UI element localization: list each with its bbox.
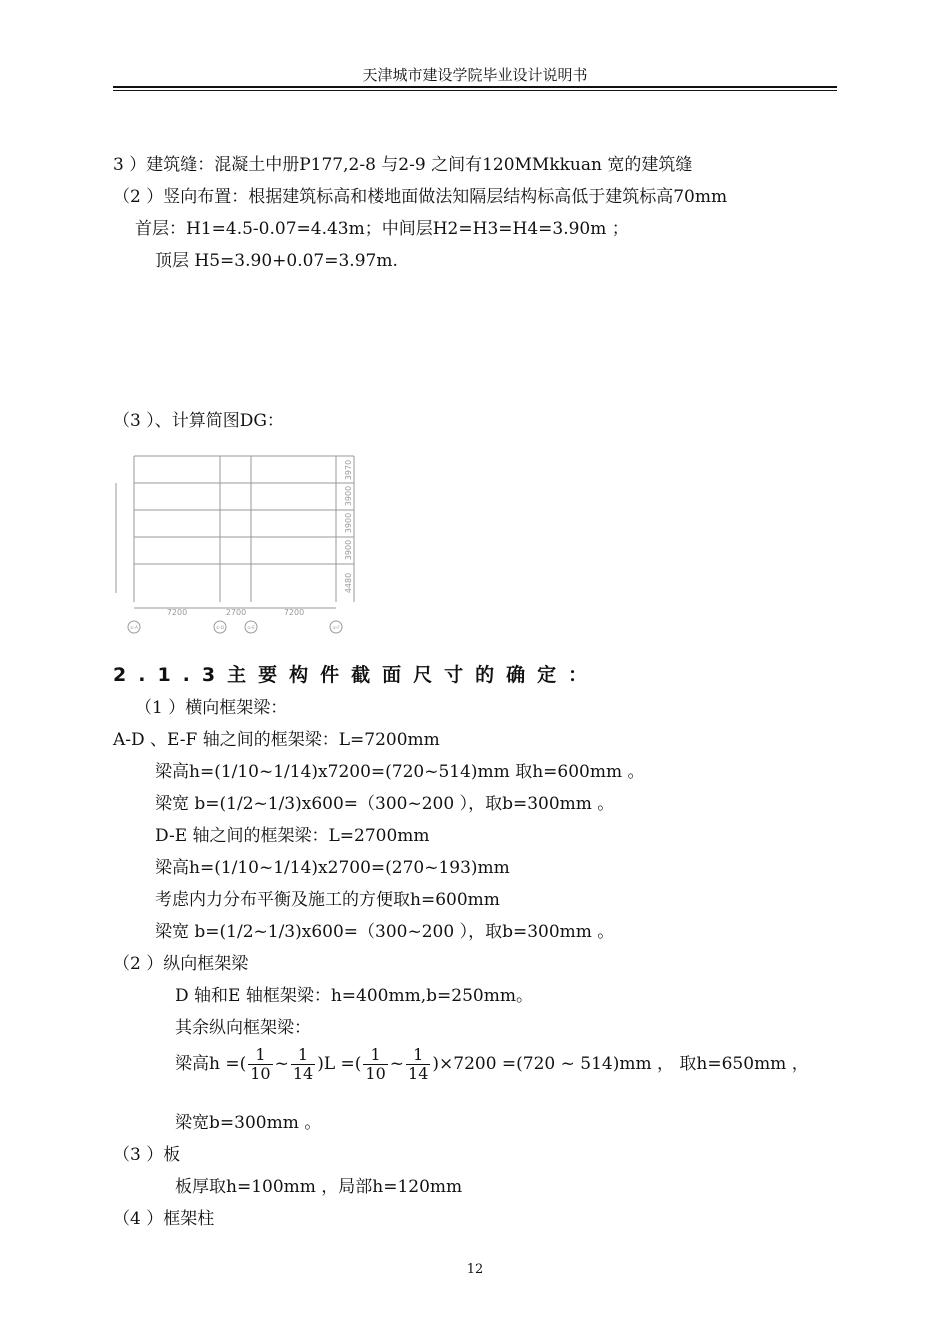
text-line-vertical-layout: （2 ）竖向布置：根据建筑标高和楼地面做法知隔层结构标高低于建筑标高70mm xyxy=(113,187,728,207)
axis-label: ①-F xyxy=(332,625,340,630)
span-label: 7200 xyxy=(283,608,305,617)
axis-label: ①-E xyxy=(247,625,255,630)
text-line-beam-height-2700: 梁高h=(1/10~1/14)x2700=(270~193)mm xyxy=(155,858,510,878)
text-line-force-balance: 考虑内力分布平衡及施工的方便取h=600mm xyxy=(155,890,500,910)
formula-prefix: 梁高h =( xyxy=(175,1054,247,1074)
span-label: 7200 xyxy=(166,608,188,617)
text-line-de-beam: D-E 轴之间的框架梁：L=2700mm xyxy=(155,826,430,846)
height-labels xyxy=(344,460,353,593)
text-line-slab-thickness: 板厚取h=100mm ，局部h=120mm xyxy=(175,1177,463,1197)
section-heading: 2.1.3主要构件截面尺寸的确定： xyxy=(113,664,600,686)
span-labels xyxy=(167,608,304,617)
fraction: $\frac{1}{14}$ xyxy=(292,1045,314,1083)
text-line-first-floor: 首层：H1=4.5-0.07=4.43m；中间层H2=H3=H4=3.90m ； xyxy=(135,219,629,239)
text-line-calc-diagram: （3 ）、计算简图DG： xyxy=(113,411,284,431)
formula-beam-height xyxy=(175,1046,809,1083)
fraction: $\frac{1}{10}$ xyxy=(365,1045,386,1083)
text-line-d-e-axis-beam: D 轴和E 轴框架梁：h=400mm,b=250mm。 xyxy=(175,986,533,1006)
height-label: 4480 xyxy=(344,572,353,594)
axis-markers xyxy=(128,621,342,633)
page-number: 12 xyxy=(466,1262,484,1277)
height-label: 3900 xyxy=(344,512,353,534)
page-header-title: 天津城市建设学院毕业设计说明书 xyxy=(362,66,588,84)
formula-mid: )L =( xyxy=(317,1054,362,1074)
height-label: 3900 xyxy=(344,485,353,507)
formula-tilde: ~ xyxy=(389,1054,405,1074)
text-line-beam-width-2: 梁宽 b=(1/2~1/3)x600=（300~200 ），取b=300mm 。 xyxy=(155,922,615,942)
text-line-slab: （3 ）板 xyxy=(113,1145,181,1165)
header-rule-thick xyxy=(113,86,837,88)
height-label: 3900 xyxy=(344,539,353,561)
text-line-frame-column: （4 ）框架柱 xyxy=(113,1209,215,1229)
formula-tilde: ~ xyxy=(274,1054,289,1074)
frame-grid xyxy=(116,456,354,608)
text-line-beam-width-300: 梁宽b=300mm 。 xyxy=(175,1113,322,1133)
text-line-top-floor: 顶层 H5=3.90+0.07=3.97m. xyxy=(155,251,398,271)
axis-labels xyxy=(130,625,340,630)
text-line-beam-width-1: 梁宽 b=(1/2~1/3)x600=（300~200 ），取b=300mm 。 xyxy=(155,794,615,814)
text-line-ad-ef-beam: A-D 、E-F 轴之间的框架梁：L=7200mm xyxy=(113,730,440,750)
text-line-other-beams: 其余纵向框架梁： xyxy=(175,1018,311,1038)
height-label: 3970 xyxy=(344,459,353,481)
fraction: $\frac{1}{14}$ xyxy=(408,1045,429,1083)
header-rule-thin xyxy=(113,90,837,91)
text-line-transverse-beam: （1 ）横向框架梁： xyxy=(135,698,288,718)
formula-suffix: )×7200 =(720 ~ 514)mm ， 取h=650mm ， xyxy=(432,1054,809,1074)
axis-label: ①-D xyxy=(215,625,225,630)
axis-label: ①-A xyxy=(130,625,138,630)
frame-calculation-diagram xyxy=(108,448,370,638)
text-line-longitudinal-beam: （2 ）纵向框架梁 xyxy=(113,954,249,974)
text-line-beam-height-7200: 梁高h=(1/10~1/14)x7200=(720~514)mm 取h=600mm 。 xyxy=(155,762,645,782)
span-label: 2700 xyxy=(225,608,247,617)
text-line-building-joint: 3 ）建筑缝：混凝土中册P177,2-8 与2-9 之间有120MMkkuan 宽的建筑缝 xyxy=(113,155,693,175)
fraction: $\frac{1}{10}$ xyxy=(250,1045,271,1083)
